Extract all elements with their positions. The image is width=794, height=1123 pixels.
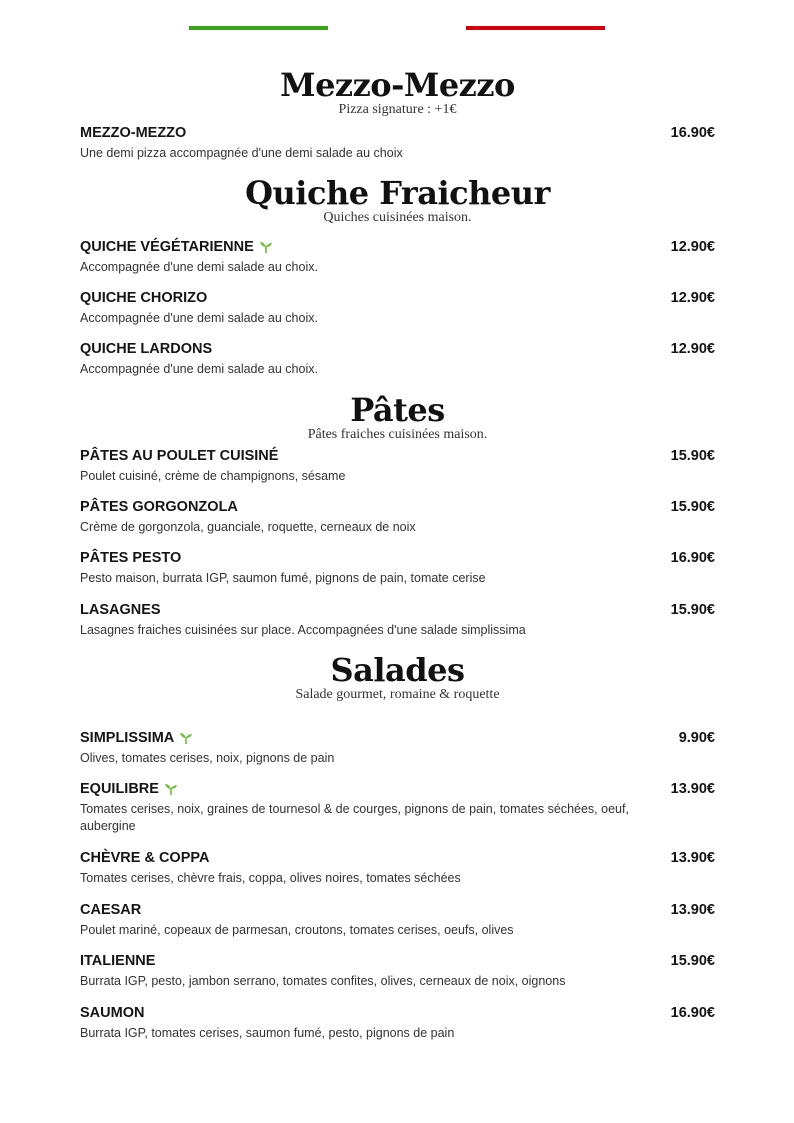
- item-price: 12.90€: [670, 290, 715, 306]
- section-subtitle: Quiches cuisinées maison.: [323, 210, 472, 225]
- item-name: QUICHE LARDONS: [80, 341, 213, 357]
- item-description: Tomates cerises, chèvre frais, coppa, olives noires, tomates séchées: [80, 871, 461, 885]
- menu-item: [80, 779, 715, 835]
- item-name: PÂTES AU POULET CUISINÉ: [80, 448, 279, 464]
- section-salades: [80, 653, 715, 703]
- menu-item: [80, 339, 715, 378]
- menu-item: [80, 446, 715, 485]
- flag-red-bar: [466, 26, 605, 30]
- item-name: ITALIENNE: [80, 953, 156, 969]
- item-name: EQUILIBRE: [80, 781, 159, 797]
- item-price: 16.90€: [670, 1005, 715, 1021]
- item-description: Une demi pizza accompagnée d'une demi salade au choix: [80, 146, 403, 160]
- item-price: 15.90€: [670, 499, 715, 515]
- menu-item: [80, 1003, 715, 1042]
- menu-item: [80, 288, 715, 327]
- menu-item: [80, 497, 715, 536]
- item-name: QUICHE CHORIZO: [80, 290, 208, 306]
- item-price: 16.90€: [670, 550, 715, 566]
- menu-item: [80, 900, 715, 939]
- item-price: 12.90€: [670, 341, 715, 357]
- item-description: Burrata IGP, pesto, jambon serrano, tomates confites, olives, cerneaux de noix, oignons: [80, 974, 566, 988]
- menu-item: [80, 848, 715, 887]
- item-price: 12.90€: [670, 239, 715, 255]
- menu-item: [80, 951, 715, 990]
- item-name: SIMPLISSIMA: [80, 730, 175, 746]
- vegetarian-sprout-icon: [259, 240, 273, 254]
- section-subtitle: Salade gourmet, romaine & roquette: [295, 687, 500, 702]
- item-description: Accompagnée d'une demi salade au choix.: [80, 260, 318, 274]
- item-price: 13.90€: [670, 850, 715, 866]
- item-name: CHÈVRE & COPPA: [80, 850, 210, 866]
- section-title: Pâtes: [350, 391, 445, 429]
- section-quiche: [80, 176, 715, 226]
- item-name: SAUMON: [80, 1005, 145, 1021]
- item-description: Pesto maison, burrata IGP, saumon fumé, pignons de pain, tomate cerise: [80, 571, 486, 585]
- item-name: PÂTES GORGONZOLA: [80, 499, 238, 515]
- section-title: Mezzo-Mezzo: [280, 66, 515, 104]
- item-price: 16.90€: [670, 125, 715, 141]
- item-name: LASAGNES: [80, 602, 161, 618]
- item-description: Crème de gorgonzola, guanciale, roquette, cerneaux de noix: [80, 520, 416, 534]
- menu-item: [80, 237, 715, 276]
- item-description: Poulet mariné, copeaux de parmesan, croutons, tomates cerises, oeufs, olives: [80, 923, 514, 937]
- item-name: PÂTES PESTO: [80, 550, 182, 566]
- item-description: Olives, tomates cerises, noix, pignons de pain: [80, 751, 335, 765]
- item-price: 15.90€: [670, 602, 715, 618]
- item-name: QUICHE VÉGÉTARIENNE: [80, 239, 254, 255]
- item-price: 13.90€: [670, 781, 715, 797]
- item-description: Lasagnes fraiches cuisinées sur place. Accompagnées d'une salade simplissima: [80, 623, 526, 637]
- item-name: CAESAR: [80, 902, 142, 918]
- item-price: 9.90€: [678, 730, 715, 746]
- item-name: MEZZO-MEZZO: [80, 125, 187, 141]
- section-mezzo: [80, 68, 715, 118]
- menu-item: [80, 600, 715, 639]
- item-description: Accompagnée d'une demi salade au choix.: [80, 311, 318, 325]
- item-price: 13.90€: [670, 902, 715, 918]
- item-description: Tomates cerises, noix, graines de tournesol & de courges, pignons de pain, tomates séchées, oeuf, aubergine: [80, 802, 629, 833]
- section-subtitle: Pizza signature : +1€: [338, 102, 457, 117]
- item-description: Poulet cuisiné, crème de champignons, sésame: [80, 469, 346, 483]
- item-description: Burrata IGP, tomates cerises, saumon fumé, pesto, pignons de pain: [80, 1026, 455, 1040]
- menu-item: [80, 728, 715, 767]
- flag-green-bar: [189, 26, 328, 30]
- section-title: Salades: [330, 651, 465, 689]
- item-price: 15.90€: [670, 448, 715, 464]
- menu-item: [80, 123, 715, 162]
- section-subtitle: Pâtes fraiches cuisinées maison.: [307, 427, 488, 442]
- vegetarian-sprout-icon: [164, 782, 178, 796]
- section-title: Quiche Fraicheur: [245, 174, 550, 212]
- menu-item: [80, 548, 715, 587]
- section-pates: [80, 393, 715, 443]
- vegetarian-sprout-icon: [179, 731, 193, 745]
- item-description: Accompagnée d'une demi salade au choix.: [80, 362, 318, 376]
- item-price: 15.90€: [670, 953, 715, 969]
